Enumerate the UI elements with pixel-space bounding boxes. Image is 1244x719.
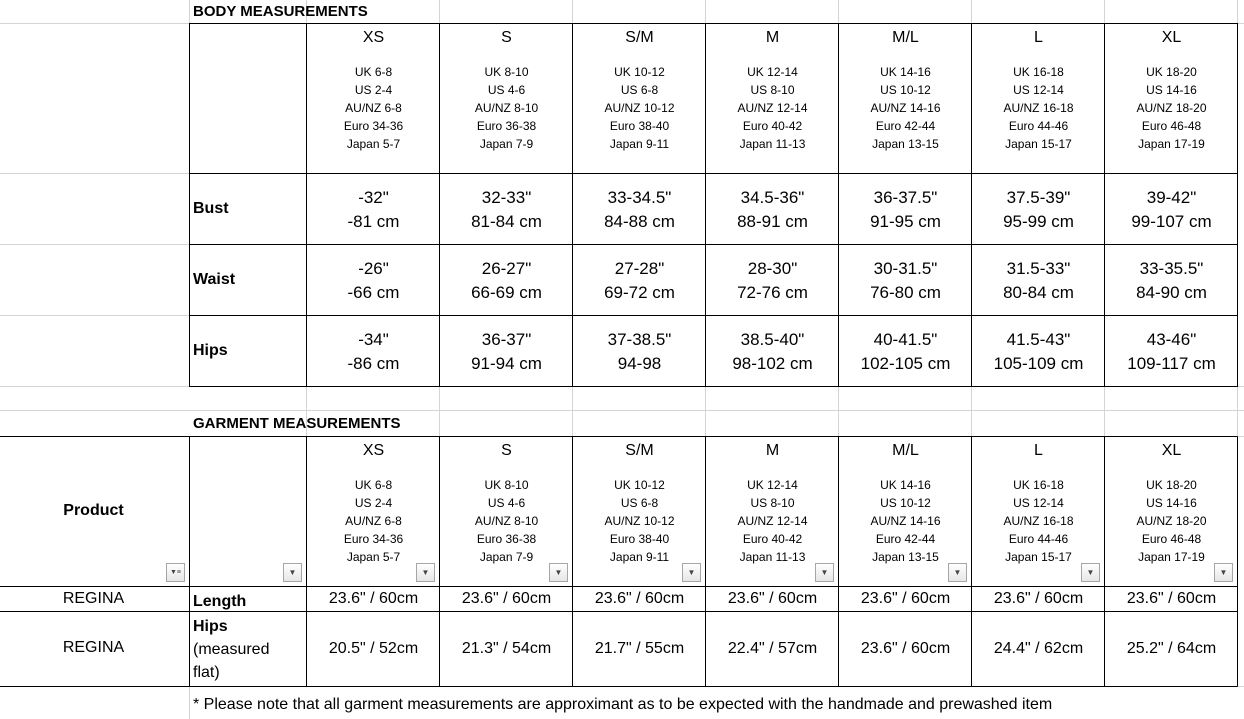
garment-measurement-cell: 22.4" / 57cm: [727, 640, 818, 657]
product-column-header: Product: [63, 502, 124, 519]
row-label-waist: Waist: [193, 271, 236, 288]
chevron-down-icon: ▼: [1086, 567, 1095, 577]
measurement-cm: 95-99 cm: [1003, 211, 1074, 231]
size-conversion-line: AU/NZ 14-16: [870, 101, 941, 115]
measurement-cell: [573, 174, 706, 245]
size-conversion-line: AU/NZ 18-20: [1136, 101, 1207, 115]
size-header-m: [706, 440, 839, 566]
size-conversion-line: Euro 38-40: [609, 119, 670, 133]
filter-dropdown-button[interactable]: [283, 563, 302, 582]
filter-dropdown-button[interactable]: [416, 563, 435, 582]
size-conversion-line: AU/NZ 10-12: [604, 101, 675, 115]
measurement-cm: 102-105 cm: [860, 353, 951, 373]
measurement-cell: [972, 174, 1105, 245]
size-header-s: [440, 440, 573, 566]
size-header-xs: [307, 440, 440, 566]
size-conversion-line: US 6-8: [620, 496, 659, 510]
size-conversion-line: Euro 46-48: [1141, 119, 1202, 133]
size-header-m: [706, 27, 839, 153]
size-conversion-line: Japan 7-9: [479, 137, 534, 151]
size-conversion-line: UK 18-20: [1146, 65, 1197, 79]
garment-measurement-cell: 23.6" / 60cm: [328, 590, 419, 607]
size-conversion-line: Japan 9-11: [609, 550, 670, 564]
measurement-inches: 27-28": [614, 258, 665, 278]
measurement-inches: 36-37.5": [873, 187, 938, 207]
row-label-hips: Hips: [193, 342, 228, 359]
measurement-cm: 72-76 cm: [737, 282, 808, 302]
size-conversions: [307, 63, 440, 153]
measurement-cm: 105-109 cm: [993, 353, 1084, 373]
garment-row-label-line: (measured: [193, 641, 270, 658]
size-header-xl: [1105, 27, 1238, 153]
measurement-inches: 39-42": [1146, 187, 1197, 207]
size-conversion-line: UK 8-10: [484, 65, 529, 79]
measurement-cell: [839, 174, 972, 245]
filter-dropdown-button[interactable]: [815, 563, 834, 582]
garment-measurement-cell: 21.3" / 54cm: [461, 640, 552, 657]
size-conversion-line: US 6-8: [620, 83, 659, 97]
garment-row-label: [193, 615, 269, 684]
measurement-cell: [307, 174, 440, 245]
size-conversions: [573, 476, 706, 566]
measurement-cell: [972, 316, 1105, 387]
filter-dropdown-button[interactable]: [1214, 563, 1233, 582]
garment-measurement-cell: 23.6" / 60cm: [860, 590, 951, 607]
measurement-inches: 28-30": [747, 258, 798, 278]
size-conversion-line: UK 6-8: [354, 65, 393, 79]
size-conversion-line: Euro 36-38: [476, 532, 537, 546]
size-header-m-l: [839, 440, 972, 566]
measurement-cell: [1105, 245, 1238, 316]
size-conversion-line: AU/NZ 6-8: [345, 101, 402, 115]
chevron-down-icon: ▼: [687, 567, 696, 577]
size-header-s: [440, 27, 573, 153]
size-conversion-line: Euro 40-42: [742, 119, 803, 133]
size-conversions: [839, 63, 972, 153]
size-conversions: [440, 63, 573, 153]
size-conversion-line: AU/NZ 12-14: [737, 514, 808, 528]
measurement-inches: 40-41.5": [873, 329, 938, 349]
size-conversions: [1105, 63, 1238, 153]
size-conversion-line: AU/NZ 16-18: [1003, 101, 1074, 115]
garment-measurement-cell: 25.2" / 64cm: [1126, 640, 1217, 657]
size-name: S/M: [625, 442, 654, 459]
chevron-down-icon: ▼: [288, 567, 297, 577]
size-name: XS: [362, 29, 385, 46]
measurement-inches: 31.5-33": [1006, 258, 1071, 278]
size-conversion-line: AU/NZ 8-10: [474, 514, 539, 528]
measurement-cell: [573, 245, 706, 316]
size-conversion-line: Japan 9-11: [609, 137, 670, 151]
size-conversion-line: Euro 34-36: [343, 532, 404, 546]
garment-row-label: [193, 590, 246, 613]
size-conversion-line: Japan 15-17: [1005, 137, 1072, 151]
measurement-inches: 33-34.5": [607, 187, 672, 207]
chevron-down-icon: ▼: [953, 567, 962, 577]
measurement-cm: 98-102 cm: [732, 353, 813, 373]
measurement-cell: [839, 316, 972, 387]
size-conversions: [706, 476, 839, 566]
size-conversion-line: US 8-10: [750, 83, 795, 97]
garment-measurement-cell: 23.6" / 60cm: [727, 590, 818, 607]
size-conversions: [972, 63, 1105, 153]
size-conversion-line: UK 14-16: [880, 478, 931, 492]
measurement-inches: 37.5-39": [1006, 187, 1071, 207]
size-name: M/L: [892, 29, 919, 46]
garment-measurement-cell: 20.5" / 52cm: [328, 640, 419, 657]
size-conversion-line: US 8-10: [750, 496, 795, 510]
measurement-cell: [440, 316, 573, 387]
size-conversion-line: UK 8-10: [484, 478, 529, 492]
garment-measurement-cell: 24.4" / 62cm: [993, 640, 1084, 657]
measurement-inches: 38.5-40": [740, 329, 805, 349]
size-conversion-line: Japan 5-7: [346, 137, 401, 151]
size-conversion-line: AU/NZ 8-10: [474, 101, 539, 115]
measurement-inches: 37-38.5": [607, 329, 672, 349]
size-conversion-line: Japan 11-13: [739, 550, 806, 564]
chevron-down-icon: ▼: [554, 567, 563, 577]
chevron-down-icon: ▼: [421, 567, 430, 577]
size-conversion-line: UK 12-14: [747, 65, 798, 79]
size-name: S/M: [625, 29, 654, 46]
measurement-inches: -34": [358, 329, 389, 349]
size-name: L: [1034, 29, 1043, 46]
measurement-cm: 66-69 cm: [471, 282, 542, 302]
body-measurements-title: BODY MEASUREMENTS: [193, 3, 368, 20]
measurement-inches: 30-31.5": [873, 258, 938, 278]
garment-measurement-cell: 21.7" / 55cm: [594, 640, 685, 657]
measurement-cm: 99-107 cm: [1131, 211, 1212, 231]
size-header-l: [972, 440, 1105, 566]
size-conversions: [307, 476, 440, 566]
measurement-cm: 84-90 cm: [1136, 282, 1207, 302]
measurement-inches: -26": [358, 258, 389, 278]
size-name: M/L: [892, 442, 919, 459]
size-conversion-line: AU/NZ 18-20: [1136, 514, 1207, 528]
size-header-m-l: [839, 27, 972, 153]
filter-dropdown-button[interactable]: [682, 563, 701, 582]
filter-dropdown-button[interactable]: [948, 563, 967, 582]
size-conversion-line: Euro 40-42: [742, 532, 803, 546]
filter-funnel-button[interactable]: [166, 563, 185, 582]
garment-row-label-line: flat): [193, 664, 220, 681]
size-conversion-line: Euro 46-48: [1141, 532, 1202, 546]
product-name: REGINA: [62, 639, 125, 656]
size-conversion-line: Japan 13-15: [872, 550, 939, 564]
footnote: * Please note that all garment measurements are approximant as to be expected with the handmade and prewashed item: [193, 696, 1053, 713]
size-conversion-line: US 10-12: [880, 83, 931, 97]
measurement-cm: -81 cm: [347, 211, 400, 231]
measurement-cm: 94-98: [617, 353, 662, 373]
funnel-icon: ▼≡: [169, 568, 181, 576]
size-conversion-line: AU/NZ 16-18: [1003, 514, 1074, 528]
size-conversion-line: US 12-14: [1013, 496, 1064, 510]
size-conversion-line: US 2-4: [354, 83, 393, 97]
size-conversion-line: Japan 7-9: [479, 550, 534, 564]
size-conversion-line: Euro 42-44: [875, 532, 936, 546]
size-conversion-line: US 14-16: [1146, 83, 1197, 97]
size-conversions: [573, 63, 706, 153]
size-conversion-line: Japan 11-13: [739, 137, 806, 151]
size-name: M: [765, 29, 780, 46]
chevron-down-icon: ▼: [820, 567, 829, 577]
size-header-s-m: [573, 440, 706, 566]
size-name: M: [765, 442, 780, 459]
size-conversion-line: UK 16-18: [1013, 65, 1064, 79]
size-conversion-line: UK 16-18: [1013, 478, 1064, 492]
size-conversions: [839, 476, 972, 566]
size-name: S: [501, 29, 512, 46]
measurement-cell: [307, 245, 440, 316]
product-name: REGINA: [62, 590, 125, 607]
size-conversions: [972, 476, 1105, 566]
size-conversion-line: US 4-6: [487, 496, 526, 510]
measurement-cm: 84-88 cm: [604, 211, 675, 231]
measurement-cm: 91-95 cm: [870, 211, 941, 231]
size-conversion-line: US 2-4: [354, 496, 393, 510]
measurement-inches: 41.5-43": [1006, 329, 1071, 349]
chevron-down-icon: ▼: [1219, 567, 1228, 577]
filter-dropdown-button[interactable]: [549, 563, 568, 582]
size-conversion-line: Euro 42-44: [875, 119, 936, 133]
garment-measurement-cell: 23.6" / 60cm: [1126, 590, 1217, 607]
measurement-cm: 91-94 cm: [471, 353, 542, 373]
size-conversion-line: US 4-6: [487, 83, 526, 97]
size-conversion-line: Japan 17-19: [1138, 137, 1205, 151]
size-conversion-line: AU/NZ 14-16: [870, 514, 941, 528]
measurement-cell: [1105, 316, 1238, 387]
size-header-s-m: [573, 27, 706, 153]
measurement-cell: [706, 174, 839, 245]
size-name: XL: [1161, 442, 1182, 459]
measurement-inches: 32-33": [481, 187, 532, 207]
size-conversion-line: Euro 38-40: [609, 532, 670, 546]
measurement-inches: -32": [358, 187, 389, 207]
size-conversion-line: Euro 36-38: [476, 119, 537, 133]
garment-measurement-cell: 23.6" / 60cm: [993, 590, 1084, 607]
size-conversion-line: Japan 5-7: [346, 550, 401, 564]
size-conversion-line: AU/NZ 10-12: [604, 514, 675, 528]
size-conversion-line: Euro 44-46: [1008, 119, 1069, 133]
measurement-inches: 33-35.5": [1139, 258, 1204, 278]
measurement-cm: 69-72 cm: [604, 282, 675, 302]
measurement-cell: [440, 174, 573, 245]
size-conversions: [1105, 476, 1238, 566]
measurement-cell: [839, 245, 972, 316]
size-name: XS: [362, 442, 385, 459]
size-header-xl: [1105, 440, 1238, 566]
measurement-cm: 76-80 cm: [870, 282, 941, 302]
garment-measurement-cell: 23.6" / 60cm: [461, 590, 552, 607]
size-name: XL: [1161, 29, 1182, 46]
size-header-xs: [307, 27, 440, 153]
size-conversion-line: Japan 15-17: [1005, 550, 1072, 564]
measurement-cell: [307, 316, 440, 387]
measurement-cm: -86 cm: [347, 353, 400, 373]
measurement-cell: [706, 316, 839, 387]
measurement-cm: 81-84 cm: [471, 211, 542, 231]
size-conversion-line: Japan 17-19: [1138, 550, 1205, 564]
size-conversion-line: UK 12-14: [747, 478, 798, 492]
size-name: S: [501, 442, 512, 459]
size-conversions: [706, 63, 839, 153]
measurement-inches: 43-46": [1146, 329, 1197, 349]
size-conversion-line: Euro 44-46: [1008, 532, 1069, 546]
size-conversion-line: UK 14-16: [880, 65, 931, 79]
size-conversion-line: AU/NZ 6-8: [345, 514, 402, 528]
measurement-cm: 80-84 cm: [1003, 282, 1074, 302]
measurement-inches: 36-37": [481, 329, 532, 349]
size-conversion-line: UK 6-8: [354, 478, 393, 492]
garment-measurement-cell: 23.6" / 60cm: [860, 640, 951, 657]
size-name: L: [1034, 442, 1043, 459]
measurement-cell: [1105, 174, 1238, 245]
measurement-inches: 26-27": [481, 258, 532, 278]
size-header-l: [972, 27, 1105, 153]
size-conversion-line: UK 10-12: [614, 65, 665, 79]
size-conversion-line: Japan 13-15: [872, 137, 939, 151]
measurement-cm: 88-91 cm: [737, 211, 808, 231]
size-conversion-line: US 12-14: [1013, 83, 1064, 97]
size-conversion-line: UK 18-20: [1146, 478, 1197, 492]
garment-measurement-cell: 23.6" / 60cm: [594, 590, 685, 607]
measurement-cell: [573, 316, 706, 387]
size-conversions: [440, 476, 573, 566]
size-conversion-line: US 10-12: [880, 496, 931, 510]
row-label-bust: Bust: [193, 200, 229, 217]
filter-dropdown-button[interactable]: [1081, 563, 1100, 582]
garment-row-label-line: Hips: [193, 618, 228, 635]
garment-measurements-title: GARMENT MEASUREMENTS: [193, 415, 401, 432]
measurement-cell: [440, 245, 573, 316]
size-conversion-line: US 14-16: [1146, 496, 1197, 510]
measurement-cell: [972, 245, 1105, 316]
size-conversion-line: AU/NZ 12-14: [737, 101, 808, 115]
garment-row-label-line: Length: [193, 593, 247, 610]
size-conversion-line: Euro 34-36: [343, 119, 404, 133]
size-conversion-line: UK 10-12: [614, 478, 665, 492]
measurement-cm: -66 cm: [347, 282, 400, 302]
measurement-cell: [706, 245, 839, 316]
measurement-inches: 34.5-36": [740, 187, 805, 207]
measurement-cm: 109-117 cm: [1127, 353, 1216, 373]
